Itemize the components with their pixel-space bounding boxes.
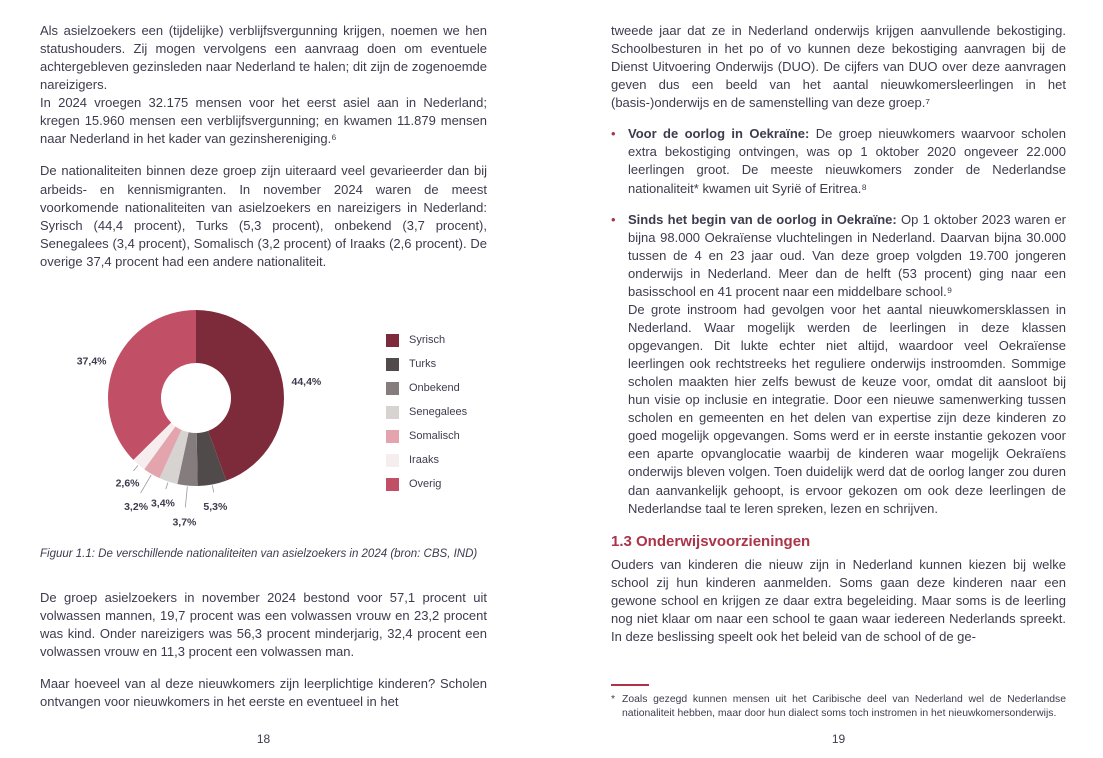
legend-swatch bbox=[386, 334, 399, 347]
legend-swatch bbox=[386, 406, 399, 419]
pie-label-leader-line bbox=[166, 482, 168, 489]
spacer bbox=[40, 271, 487, 280]
pie-label-leader-line bbox=[212, 485, 213, 492]
bullet-rest: De groep nieuwkomers waarvoor scholen extra bekostiging ontvingen, was op 1 oktober 2020 ongeveer 22.000 leerlingen groot. De meeste nieuwkomers zonder de Nederlandse nationaliteit* kwamen uit Syrië of Eritrea.⁸ bbox=[628, 126, 1066, 196]
page-number-right: 19 bbox=[831, 732, 846, 746]
pie-slice-label: 3,7% bbox=[172, 516, 197, 529]
spacer bbox=[40, 661, 487, 675]
paragraph-onderwijsvoorzieningen: Ouders van kinderen die nieuw zijn in Nederland kunnen kiezen bij welke school zij hun kinderen aanmelden. Soms gaan deze kinderen naar een gewone school en krijgen ze daar extra begeleiding. Maar soms is de leerling nog niet klaar om naar een school te gaan waar iedereen Nederlands spreekt. In deze beslissing speelt ook het beleid van de school of de ge- bbox=[611, 556, 1066, 644]
pie-slice-label: 5,3% bbox=[203, 501, 228, 514]
legend-item-turks bbox=[386, 358, 467, 371]
footnote-text: Zoals gezegd kunnen mensen uit het Caribische deel van Nederland wel de Nederlandse nationaliteit hebben, maar door hun dialect soms toch instromen in het nieuwkomersonderwijs. bbox=[622, 693, 1066, 720]
bullet-rest: Op 1 oktober 2023 waren er bijna 98.000 Oekraïense vluchtelingen in Nederland. Daarvan bijna 30.000 tussen de 4 en 23 jaar oud. Van deze groep volgden 19.700 jongeren onderwijs in Nederland. Meer dan de helft (53 procent) ging naar een basisschool en 41 procent naar een middelbare school.⁹ bbox=[628, 211, 1066, 299]
bullet-body bbox=[628, 125, 1066, 197]
chart-legend bbox=[386, 334, 467, 491]
bullet-text bbox=[628, 211, 1066, 301]
pie-chart-svg bbox=[66, 282, 334, 538]
bullet-icon: • bbox=[611, 126, 616, 142]
legend-item-syrisch bbox=[386, 334, 467, 347]
paragraph-asielcijfers: In 2024 vroegen 32.175 mensen voor het eerst asiel aan in Nederland; kregen 15.960 mensen een verblijfsvergunning; en kwamen 11.879 mensen naar Nederland in het kader van gezinshereniging.⁶ bbox=[40, 95, 487, 147]
spacer bbox=[40, 148, 487, 162]
bullet-lead: Sinds het begin van de oorlog in Oekraïne: bbox=[628, 211, 897, 227]
legend-swatch bbox=[386, 358, 399, 371]
legend-item-senegalees bbox=[386, 406, 467, 419]
legend-label: Senegalees bbox=[409, 406, 468, 419]
pie-slice-label: 2,6% bbox=[115, 477, 140, 490]
paragraph-bekostiging: tweede jaar dat ze in Nederland onderwijs krijgen aanvullende bekostiging. Schoolbesturen in het po of vo kunnen deze bekostiging aanvragen bij de Dienst Uitvoering Onderwijs (DUO). De cijfers van DUO over deze aanvragen geven dus een beeld van het aantal nieuwkomersleerlingen in het (basis-)onderwijs en de samenstelling van deze groep.⁷ bbox=[611, 23, 1066, 111]
pie-label-leader-line bbox=[133, 465, 138, 470]
page-right bbox=[611, 0, 1066, 758]
legend-label: Overig bbox=[409, 478, 442, 491]
pie-label-leader-line bbox=[185, 486, 187, 507]
bullet-item-voor-oorlog bbox=[611, 125, 1066, 197]
bullet-body bbox=[628, 211, 1066, 518]
bullet-text-continued: De grote instroom had gevolgen voor het aantal nieuwkomersklassen in Nederland. Waar mogelijk werden de leerlingen in deze klassen opgevangen. Dit lukte echter niet altijd, waardoor veel Oekraïense leerlingen ook rechtstreeks het reguliere onderwijs instroomden. Sommige scholen maakten hier zelfs bewust de keuze voor, omdat dit aansloot bij hun visie op inclusie en integratie. Door een nieuwe samenwerking tussen scholen en gemeenten en het delen van expertise zijn deze kinderen zo goed mogelijk opgevangen. Soms werd er in eerste instantie gekozen voor een aparte opvanglocatie waarbij de kinderen waar mogelijk Oekraïens onderwijs bleven volgen. Toen duidelijk werd dat de oorlog langer zou duren dan aanvankelijk gehoopt, is ervoor gekozen om ook deze leerlingen de Nederlandse taal te leren spreken, lezen en schrijven. bbox=[628, 301, 1066, 516]
legend-swatch bbox=[386, 478, 399, 491]
pie-slice-label: 44,4% bbox=[291, 375, 322, 388]
legend-label: Somalisch bbox=[409, 430, 460, 443]
footnote bbox=[611, 684, 1066, 722]
paragraph-leerplicht: Maar hoeveel van al deze nieuwkomers zijn leerplichtige kinderen? Scholen ontvangen voor nieuwkomers in het eerste en eventueel in het bbox=[40, 676, 487, 710]
pie-slice-label: 3,2% bbox=[124, 500, 149, 513]
footnote-marker: * bbox=[611, 693, 616, 705]
bullet-lead: Voor de oorlog in Oekraïne: bbox=[628, 126, 810, 142]
bullet-item-sinds-oorlog bbox=[611, 211, 1066, 518]
section-heading: 1.3 Onderwijsvoorzieningen bbox=[611, 532, 811, 550]
page-left bbox=[40, 0, 487, 758]
figure-pie-chart bbox=[66, 282, 487, 543]
paragraph-samenstelling: De groep asielzoekers in november 2024 bestond voor 57,1 procent uit volwassen mannen, 19,7 procent was een volwassen vrouw en 23,2 procent was kind. Onder nareizigers was 56,3 procent minderjarig, 32,4 procent een volwassen vrouw en 11,3 procent een volwassen man. bbox=[40, 589, 487, 659]
legend-label: Turks bbox=[409, 358, 437, 371]
page-number-left: 18 bbox=[256, 732, 271, 746]
spacer bbox=[40, 563, 487, 589]
figure-caption: Figuur 1.1: De verschillende nationaliteiten van asielzoekers in 2024 (bron: CBS, IND) bbox=[40, 547, 478, 560]
pie-slice-label: 37,4% bbox=[76, 355, 107, 368]
legend-label: Onbekend bbox=[409, 382, 460, 395]
legend-item-somalisch bbox=[386, 430, 467, 443]
legend-swatch bbox=[386, 382, 399, 395]
paragraph-nationaliteiten: De nationaliteiten binnen deze groep zijn uiteraard veel gevarieerder dan bij arbeids- en kennismigranten. In november 2024 waren de meest voorkomende nationaliteiten van asielzoekers en nareizigers in Nederland: Syrisch (44,4 procent), Turks (5,3 procent), onbekend (3,7 procent), Senegalees (3,4 procent), Somalisch (3,2 procent) of Iraaks (2,6 procent). De overige 37,4 procent had een andere nationaliteit. bbox=[40, 163, 487, 269]
legend-item-overig bbox=[386, 478, 467, 491]
legend-swatch bbox=[386, 430, 399, 443]
paragraph-statushouders: Als asielzoekers een (tijdelijke) verblijfsvergunning krijgen, noemen we hen statushouders. Zij mogen vervolgens een aanvraag doen om eventuele achtergebleven gezinsleden naar Nederland te halen; dit zijn de zogenoemde nareizigers. bbox=[40, 23, 487, 93]
footnote-divider bbox=[611, 684, 649, 686]
pie-slice-label: 3,4% bbox=[150, 497, 175, 510]
pie-label-leader-line bbox=[141, 475, 152, 493]
bullet-icon: • bbox=[611, 211, 616, 227]
bullet-text bbox=[628, 125, 1066, 197]
legend-item-onbekend bbox=[386, 382, 467, 395]
footnote-row bbox=[611, 693, 1066, 722]
legend-label: Iraaks bbox=[409, 454, 439, 467]
legend-label: Syrisch bbox=[409, 334, 446, 347]
pie-chart bbox=[66, 282, 334, 543]
legend-swatch bbox=[386, 454, 399, 467]
legend-item-iraaks bbox=[386, 454, 467, 467]
